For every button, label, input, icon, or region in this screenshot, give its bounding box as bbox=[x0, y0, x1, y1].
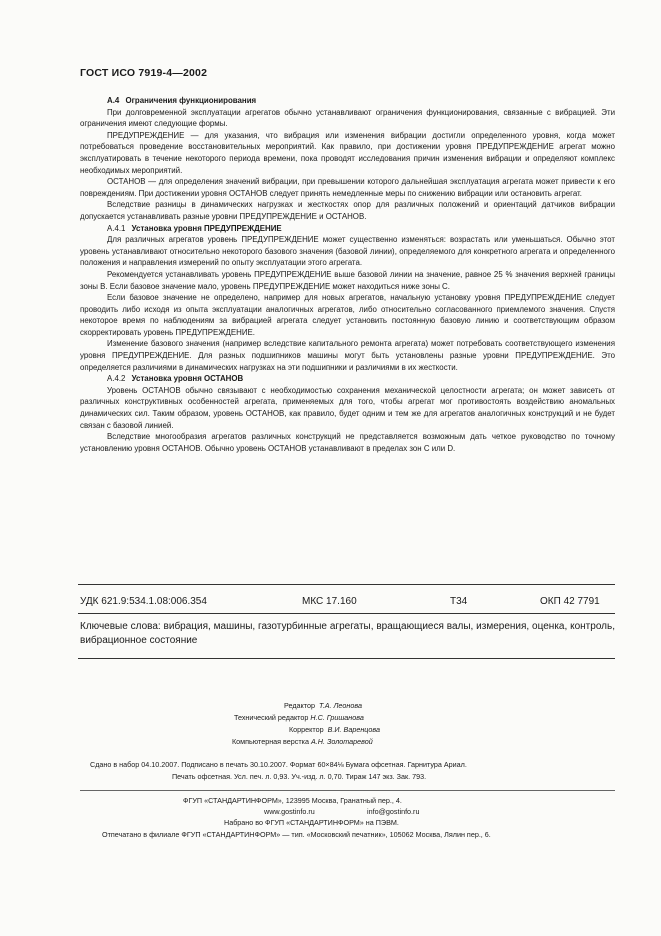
paragraph: ПРЕДУПРЕЖДЕНИЕ — для указания, что вибрация или изменения вибрации достигли определенного уровня, когда может потребоваться проведение восстановительных мероприятий. Как правило, при достижении уровня ПРЕДУПРЕЖДЕНИЕ агрегат можно эксплуатировать в течение некоторого периода времени, пока проводят исследования причин изменения вибрации и определяют комплекс необходимых мероприятий. bbox=[80, 130, 615, 175]
main-text bbox=[80, 95, 615, 454]
paragraph: Вследствие разницы в динамических нагрузках и жесткостях опор для различных положений и ориентаций датчиков вибрации допускается устанавливать разные уровни ПРЕДУПРЕЖДЕНИЕ и ОСТАНОВ. bbox=[80, 200, 615, 221]
paragraph: Вследствие многообразия агрегатов различных конструкций не представляется возможным дать четкое руководство по точному установлению уровня ОСТАНОВ. Обычно уровень ОСТАНОВ устанавливают в пределах зон С или D. bbox=[80, 432, 615, 453]
publisher-email: info@gostinfo.ru bbox=[367, 807, 420, 816]
mks-code: МКС 17.160 bbox=[302, 596, 357, 607]
divider-middle bbox=[78, 613, 615, 614]
page-header: ГОСТ ИСО 7919-4—2002 bbox=[80, 67, 208, 79]
t-code: Т34 bbox=[450, 596, 468, 607]
paragraph: ОСТАНОВ — для определения значений вибрации, при превышении которого дальнейшая эксплуатация агрегата может привести к его повреждениям. При достижении уровня ОСТАНОВ следует принять немедленные меры по снижению вибрации или остановить агрегат. bbox=[80, 177, 615, 198]
layout-line: Компьютерная верстка А.Н. Золотаревой bbox=[232, 737, 373, 746]
paragraph: Уровень ОСТАНОВ обычно связывают с необходимостью сохранения механической целостности агрегата; он может зависеть от различных конструктивных особенностей агрегата, применяемых для того, чтобы агрегат мог противостоять воздействию аномальных динамических сил. Таким образом, уровень ОСТАНОВ, как правило, будет одним и тем же для агрегатов аналогичных конструкций и не будет связан с базовой линией. bbox=[80, 385, 615, 430]
paragraph: Рекомендуется устанавливать уровень ПРЕДУПРЕЖДЕНИЕ выше базовой линии на значение, равное 25 % значения верхней границы зоны В. Если базовое значение мало, уровень ПРЕДУПРЕЖДЕНИЕ может находиться ниже зоны С. bbox=[80, 269, 615, 291]
publisher-site: www.gostinfo.ru bbox=[264, 807, 315, 816]
subsection-heading bbox=[80, 373, 615, 385]
divider-imprint bbox=[80, 790, 615, 791]
divider-top bbox=[78, 584, 615, 585]
paragraph: Изменение базового значения (например вследствие капитального ремонта агрегата) может потребовать соответствующего изменения уровня ПРЕДУПРЕЖДЕНИЕ. Для разных подшипников машины могут быть установлены разные уровни ПРЕДУПРЕЖДЕНИЕ. Это определяется различиями в динамических нагрузках на эти подшипники и различиями в их жесткости. bbox=[80, 339, 615, 372]
imprint-line-1: Сдано в набор 04.10.2007. Подписано в печать 30.10.2007. Формат 60×84⅛ Бумага офсетная. Гарнитура Ариал. bbox=[90, 760, 467, 769]
imprint-line-2: Печать офсетная. Усл. печ. л. 0,93. Уч.-изд. л. 0,70. Тираж 147 экз. Зак. 793. bbox=[172, 772, 427, 781]
paragraph: Если базовое значение не определено, например для новых агрегатов, начальную установку уровня ПРЕДУПРЕЖДЕНИЕ следует проводить либо исходя из опыта эксплуатации аналогичных агрегатов, либо относительно согласованного приемлемого значения. Спустя некоторое время по наблюдениям за вибрацией агрегата следует установить постоянную базовую линию и соответствующим образом скорректировать уровень ПРЕДУПРЕЖДЕНИЕ. bbox=[80, 293, 615, 337]
paragraph: При долговременной эксплуатации агрегатов обычно устанавливают ограничения функционирования, связанные с вибрацией. Эти ограничения имеют следующие формы. bbox=[80, 107, 615, 129]
section-heading bbox=[80, 95, 615, 107]
tech-editor-line: Технический редактор Н.С. Гришанова bbox=[234, 713, 364, 722]
keywords: Ключевые слова: вибрация, машины, газотурбинные агрегаты, вращающиеся валы, измерения, оценка, контроль, вибрационное состояние bbox=[80, 621, 615, 646]
editor-line: Редактор Т.А. Леонова bbox=[284, 701, 362, 710]
subsection-heading bbox=[80, 223, 615, 235]
divider-bottom bbox=[78, 658, 615, 659]
paragraph: Для различных агрегатов уровень ПРЕДУПРЕЖДЕНИЕ может существенно изменяться: возрастать или уменьшаться. Обычно этот уровень устанавливают относительно некоторого базового значения (базовой линии), определяемого для конкретного агрегата и определенного положения и направления измерений по опыту эксплуатации этого агрегата. bbox=[80, 235, 615, 268]
subsection-title: Установка уровня ОСТАНОВ bbox=[131, 374, 244, 384]
section-title: Ограничения функционирования bbox=[125, 96, 257, 105]
subsection-number: А.4.2 bbox=[107, 374, 126, 384]
publisher-printed: Отпечатано в филиале ФГУП «СТАНДАРТИНФОРМ» — тип. «Московский печатник», 105062 Москва, Лялин пер., 6. bbox=[102, 830, 491, 839]
subsection-number: А.4.1 bbox=[107, 223, 126, 233]
corrector-line: Корректор В.И. Варенцова bbox=[289, 725, 380, 734]
udk-code: УДК 621.9:534.1.08:006.354 bbox=[80, 596, 207, 607]
subsection-title: Установка уровня ПРЕДУПРЕЖДЕНИЕ bbox=[131, 223, 282, 233]
section-number: А.4 bbox=[107, 96, 120, 105]
publisher-typeset: Набрано во ФГУП «СТАНДАРТИНФОРМ» на ПЭВМ. bbox=[224, 818, 399, 827]
publisher-address: ФГУП «СТАНДАРТИНФОРМ», 123995 Москва, Гранатный пер., 4. bbox=[183, 796, 402, 805]
okp-code: ОКП 42 7791 bbox=[540, 596, 600, 607]
